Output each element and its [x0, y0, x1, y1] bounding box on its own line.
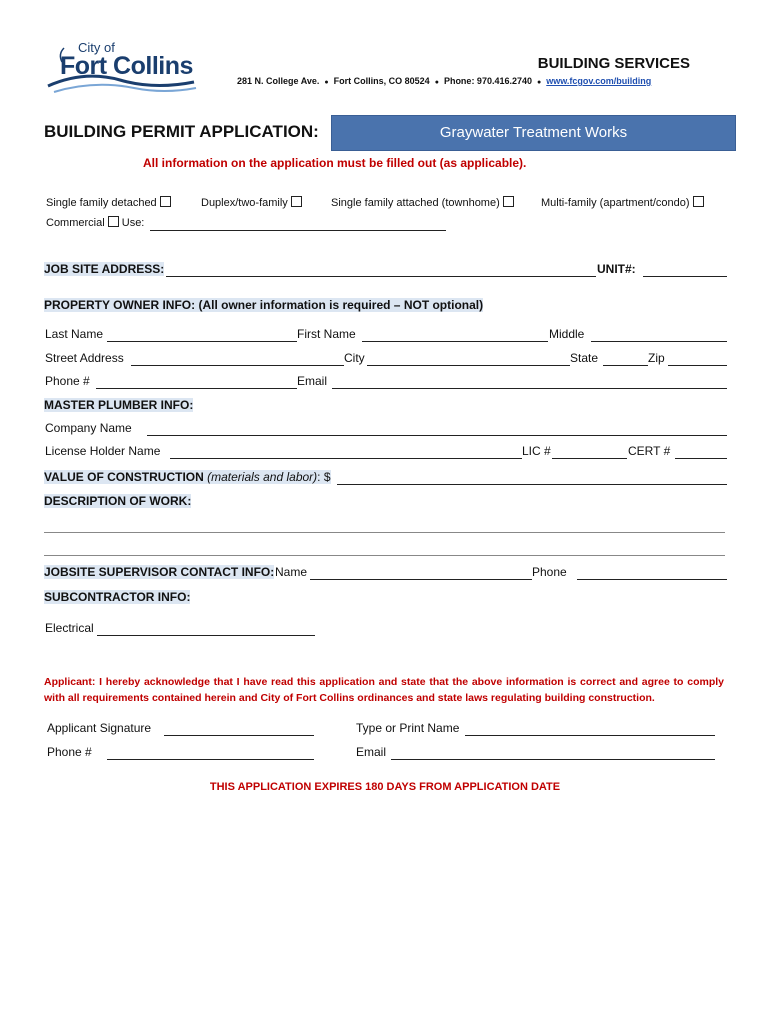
middle-label: Middle — [549, 327, 585, 341]
cert-label: CERT # — [628, 444, 671, 458]
owner-phone-label: Phone # — [45, 374, 90, 388]
expiration-notice: THIS APPLICATION EXPIRES 180 DAYS FROM APPLICATION DATE — [209, 781, 561, 793]
first-name-label: First Name — [297, 327, 356, 341]
company-field[interactable] — [147, 435, 727, 436]
townhome-checkbox[interactable] — [503, 196, 514, 207]
value-label — [44, 470, 331, 484]
owner-header: PROPERTY OWNER INFO: (All owner information is required – NOT optional) — [44, 298, 484, 312]
value-italic: (materials and labor) — [207, 470, 318, 484]
value-tail: : $ — [317, 470, 331, 484]
city-label: City — [344, 351, 365, 365]
last-name-label: Last Name — [45, 327, 104, 341]
owner-email-field[interactable] — [332, 388, 727, 389]
website-link[interactable]: www.fcgov.com/building — [546, 76, 652, 86]
license-holder-label: License Holder Name — [45, 444, 161, 458]
street-label: Street Address — [45, 351, 124, 365]
last-name-field[interactable] — [107, 341, 297, 342]
option-duplex — [201, 196, 302, 209]
sfd-checkbox[interactable] — [160, 196, 171, 207]
value-field[interactable] — [337, 484, 727, 485]
required-notice: All information on the application must be filled out (as applicable). — [143, 156, 527, 170]
dept-phone: Phone: 970.416.2740 — [443, 76, 532, 86]
print-name-field[interactable] — [465, 735, 715, 736]
electrical-field[interactable] — [97, 635, 315, 636]
job-site-label: JOB SITE ADDRESS: — [44, 262, 165, 276]
value-bold: VALUE OF CONSTRUCTION — [44, 470, 204, 484]
dept-city: Fort Collins, CO 80524 — [333, 76, 430, 86]
state-field[interactable] — [603, 365, 648, 366]
dept-title: BUILDING SERVICES — [537, 55, 690, 72]
permit-type: Graywater Treatment Works — [439, 124, 628, 141]
supervisor-label: JOBSITE SUPERVISOR CONTACT INFO: — [44, 565, 275, 579]
zip-field[interactable] — [668, 365, 727, 366]
job-site-address-field[interactable] — [166, 276, 596, 277]
supervisor-phone-label: Phone — [532, 565, 567, 579]
dept-contact — [237, 76, 651, 86]
applicant-email-field[interactable] — [391, 759, 715, 760]
applicant-phone-field[interactable] — [107, 759, 314, 760]
acknowledgement: Applicant: I hereby acknowledge that I have read this application and state that the above information is correct and agree to comply with all requirements contained herein and City of Fort Collins ordinances and state laws regulating building construction. — [44, 676, 724, 704]
dept-address: 281 N. College Ave. — [237, 76, 320, 86]
middle-field[interactable] — [591, 341, 727, 342]
city-logo — [44, 40, 204, 100]
electrical-label: Electrical — [45, 621, 94, 635]
option-label: Single family attached (townhome) — [331, 197, 500, 209]
option-townhome — [331, 196, 514, 209]
option-label: Commercial — [46, 217, 105, 229]
cert-field[interactable] — [675, 458, 727, 459]
multi-family-checkbox[interactable] — [693, 196, 704, 207]
option-commercial — [46, 216, 144, 229]
signature-field[interactable] — [164, 735, 314, 736]
applicant-phone-label: Phone # — [47, 745, 92, 759]
owner-phone-field[interactable] — [96, 388, 297, 389]
owner-email-label: Email — [297, 374, 328, 388]
supervisor-name-field[interactable] — [310, 579, 532, 580]
bullet: ● — [537, 79, 542, 86]
description-label: DESCRIPTION OF WORK: — [44, 494, 192, 508]
option-multi-family — [541, 196, 704, 209]
company-label: Company Name — [45, 421, 132, 435]
license-holder-field[interactable] — [170, 458, 522, 459]
lic-label: LIC # — [522, 444, 551, 458]
zip-label: Zip — [648, 351, 665, 365]
duplex-checkbox[interactable] — [291, 196, 302, 207]
form-title: BUILDING PERMIT APPLICATION: — [44, 122, 319, 141]
logo-city-of: City of — [78, 40, 115, 55]
first-name-field[interactable] — [362, 341, 548, 342]
unit-label: UNIT#: — [597, 262, 636, 276]
description-line-2[interactable] — [44, 555, 725, 556]
description-line-1[interactable] — [44, 532, 725, 533]
plumber-header: MASTER PLUMBER INFO: — [44, 398, 194, 412]
option-label: Single family detached — [46, 197, 157, 209]
option-label: Duplex/two-family — [201, 197, 288, 209]
signature-label: Applicant Signature — [47, 721, 152, 735]
permit-type-banner — [331, 115, 736, 151]
street-field[interactable] — [131, 365, 344, 366]
supervisor-phone-field[interactable] — [577, 579, 727, 580]
lic-field[interactable] — [552, 458, 627, 459]
state-label: State — [570, 351, 599, 365]
subcontractor-label: SUBCONTRACTOR INFO: — [44, 590, 191, 604]
print-name-label: Type or Print Name — [356, 721, 460, 735]
unit-field[interactable] — [643, 276, 727, 277]
option-label: Multi-family (apartment/condo) — [541, 197, 690, 209]
logo-name: Fort Collins — [60, 52, 193, 80]
commercial-checkbox[interactable] — [108, 216, 119, 227]
use-field[interactable] — [150, 230, 446, 231]
applicant-email-label: Email — [356, 745, 387, 759]
use-label: Use: — [121, 217, 145, 229]
bullet: ● — [324, 79, 329, 86]
option-single-family-detached — [46, 196, 171, 209]
city-field[interactable] — [367, 365, 570, 366]
supervisor-name-label: Name — [275, 565, 308, 579]
bullet: ● — [434, 79, 439, 86]
